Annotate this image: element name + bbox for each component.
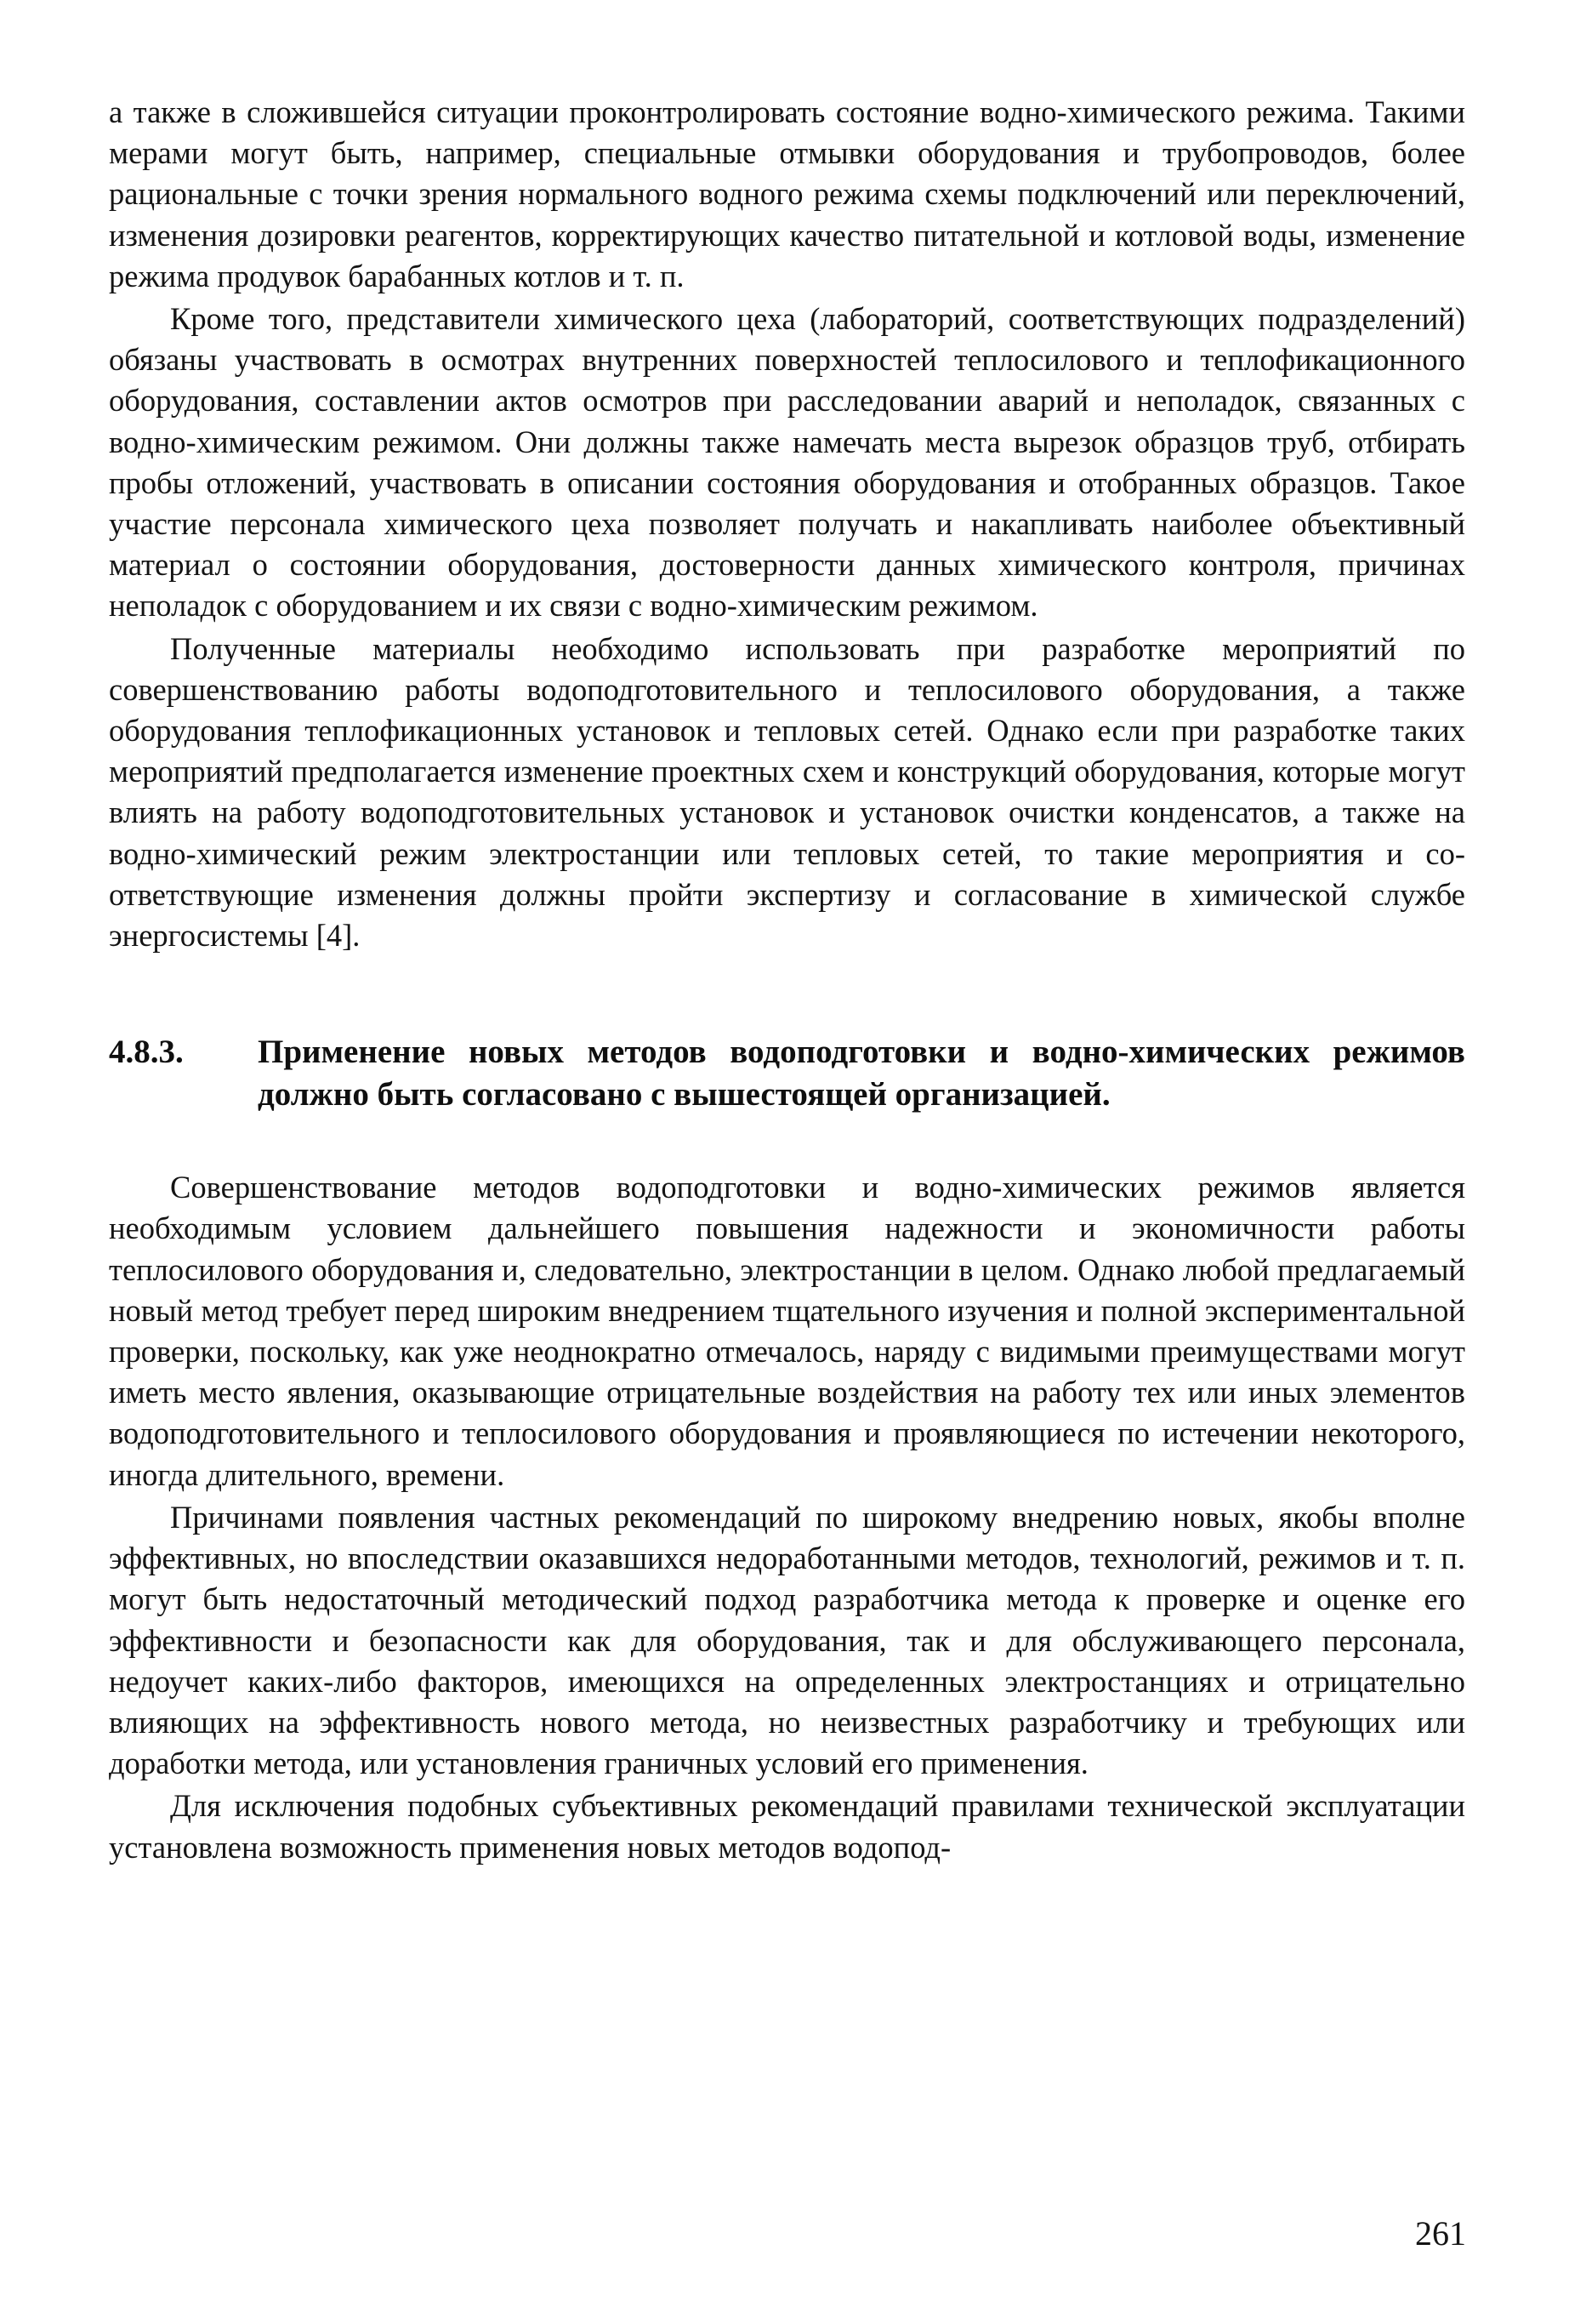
page-body — [109, 92, 1465, 1868]
section-heading — [109, 1031, 1465, 1116]
section-title: Применение новых методов водоподготовки и водно-химических режимов должно быть согласовано с вышестоящей организацией. — [258, 1034, 1465, 1114]
page-number: 261 — [1415, 2214, 1466, 2253]
paragraph-exclusion-rules: Для исключения подобных субъективных рекомендаций правилами технической эксплуатации установлена возможность применения новых методов водопод- — [109, 1788, 1465, 1865]
paragraph-materials-usage: Полученные материалы необходимо использовать при разработке мероприятий по совершенствованию работы водоподготовительного и теплосилового оборудования, а также оборудования теплофикационных установок и тепловых сетей. Однако если при разработке таких мероприятий предполагается изменение проектных схем и конструкций оборудования, которые могут влиять на работу водоподготовительных установок и установок очистки конденсатов, а также на водно-химический режим электростанции или тепловых сетей, то такие мероприятия и соответствующие изменения должны пройти экспертизу и согласование в химической службе энергосистемы [4]. — [109, 630, 1465, 954]
paragraph-continuation: а также в сложившейся ситуации проконтролировать состояние водно-химического режима. Такими мерами могут быть, например, специальные отмывки оборудования и трубопроводов, более рациональные с точки зрения нормального водного режима схемы подключений или переключений, изменения дозировки реагентов, корректирующих качество питательной и котловой воды, изменение режима продувок барабанных котлов и т. п. — [109, 94, 1465, 293]
section-number: 4.8.3. — [109, 1034, 184, 1071]
paragraph-method-improvement: Совершенствование методов водоподготовки и водно-химических режимов является необходимым условием дальнейшего повышения надежности и экономичности работы теплосилового оборудования и, следовательно, электростанции в целом. Однако любой предлагаемый новый метод требует перед широким внедрением тщательного изучения и полной экспериментальной проверки, поскольку, как уже неоднократно отмечалось, наряду с видимыми преимуществами могут иметь место явления, оказывающие отрицательные воздействия на работу тех или иных элементов водоподготовительного и теплосилового оборудования и проявляющиеся по истечении некоторого, иногда длительного, времени. — [109, 1170, 1465, 1492]
paragraph-chem-shop-inspections: Кроме того, представители химического цеха (лабораторий, соответствующих подразделений) обязаны участвовать в осмотрах внутренних поверхностей теплосилового и теплофикационного оборудования, составлении актов осмотров при расследовании аварий и неполадок, связанных с водно-химическим режимом. Они должны также намечать места вырезок образцов труб, отбирать пробы отложений, участвовать в описании состояния оборудования и отобранных образцов. Такое участие персонала химического цеха позволяет получать и накапливать наиболее объективный материал о состоянии оборудования, достоверности данных химического контроля, причинах неполадок с оборудованием и их связи с водно-химическим режимом. — [109, 301, 1465, 624]
paragraph-recommendation-causes: Причинами появления частных рекомендаций по широкому внедрению новых, якобы вполне эффективных, но впоследствии оказавшихся недоработанными методов, технологий, режимов и т. п. могут быть недостаточный методический подход разработчика метода к проверке и оценке его эффективности и безопасности как для оборудования, так и для обслуживающего персонала, недоучет каких-либо факторов, имеющихся на определенных электростанциях и отрицательно влияющих на эффективность нового метода, но неизвестных разработчику и требующих или доработки метода, или установления граничных условий его применения. — [109, 1499, 1465, 1781]
